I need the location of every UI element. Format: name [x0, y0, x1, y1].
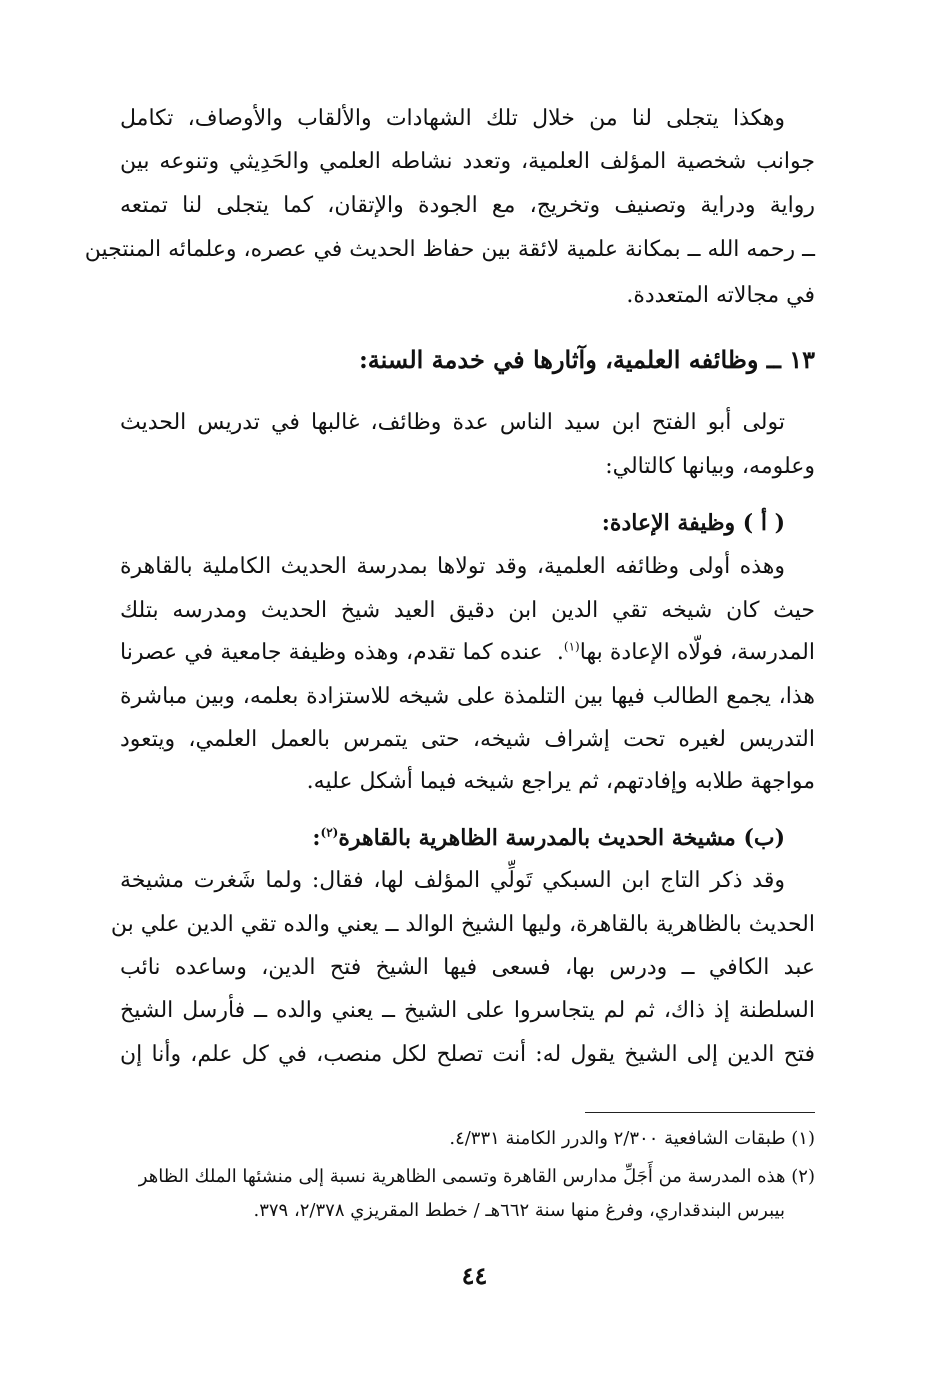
text-fragment: المدرسة، فولّاه الإعادة بها: [579, 640, 815, 665]
text-line: وعلومه، وبيانها كالتالي:: [605, 454, 815, 479]
heading-text: (ب) مشيخة الحديث بالمدرسة الظاهرية بالقاهرة: [338, 825, 785, 851]
heading-colon: :: [312, 825, 321, 851]
text-fragment: عنده كما تقدم، وهذه وظيفة جامعية في عصرنا: [120, 640, 543, 665]
footnote-2-continuation: بيبرس البندقداري، وفرغ منها سنة ٦٦٢هـ / خطط المقريزي ٢/٣٧٨، ٣٧٩.: [253, 1200, 785, 1221]
text-line: رواية ودراية وتصنيف وتخريج، مع الجودة والإتقان، كما يتجلى لنا تمتعه: [120, 193, 815, 218]
text-line: ــ رحمه الله ــ بمكانة علمية لائقة بين حفاظ الحديث في عصره، وعلمائه المنتجين: [84, 237, 815, 262]
subsection-b-heading: [120, 823, 815, 853]
footnote-1: [120, 1126, 815, 1152]
footnote-text: هذه المدرسة من أَجَلِّ مدارس القاهرة وتسمى الظاهرية نسبة إلى منشئها الملك الظاهر: [138, 1166, 786, 1187]
footnote-marker: (١): [563, 639, 580, 654]
footnote-number: (٢): [791, 1166, 815, 1187]
subsection-a-heading: ( أ ) وظيفة الإعادة:: [601, 510, 785, 536]
page-number: ٤٤: [461, 1261, 488, 1290]
text-line: مواجهة طلابه وإفادتهم، ثم يراجع شيخه فيما أشكل عليه.: [306, 769, 815, 794]
text-line-with-footnote: المدرسة، فولّاه الإعادة بها$^{(١)}$. عنده كما تقدم، وهذه وظيفة جامعية في عصرنا: [120, 639, 815, 665]
text-line: السلطنة إذ ذاك، ثم لم يتجاسروا على الشيخ ــ يعني والده ــ فأرسل الشيخ: [120, 998, 815, 1023]
footnote-number: (١): [791, 1128, 815, 1149]
section-heading: ١٣ ــ وظائفه العلمية، وآثارها في خدمة السنة:: [358, 345, 815, 374]
text-line: تولى أبو الفتح ابن سيد الناس عدة وظائف، غالبها في تدريس الحديث: [120, 410, 785, 435]
text-line: الحديث بالظاهرية بالقاهرة، وليها الشيخ الوالد ــ يعني والده تقي الدين علي بن: [110, 912, 815, 937]
text-line: عبد الكافي ــ ودرس بها، فسعى فيها الشيخ فتح الدين، وساعده نائب: [120, 955, 815, 980]
text-line: وقد ذكر التاج ابن السبكي تَولِّي المؤلف لها، فقال: ولما شَغرت مشيخة: [120, 868, 785, 893]
text-line: حيث كان شيخه تقي الدين ابن دقيق العيد شيخ الحديث ومدرسه بتلك: [120, 598, 815, 623]
text-line: التدريس لغيره تحت إشراف شيخه، حتى يتمرس بالعمل العلمي، ويتعود: [120, 727, 815, 752]
footnote-text: طبقات الشافعية ٢/٣٠٠ والدرر الكامنة ٤/٣٣١.: [449, 1128, 786, 1149]
footnote-separator: [585, 1112, 815, 1113]
text-line: وهكذا يتجلى لنا من خلال تلك الشهادات والألقاب والأوصاف، تكامل: [120, 106, 785, 131]
text-line: فتح الدين إلى الشيخ يقول له: أنت تصلح لكل منصب، في كل علم، وأنا إن: [120, 1042, 815, 1067]
text-line: في مجالاته المتعددة.: [626, 283, 815, 308]
text-line: هذا، يجمع الطالب فيها بين التلمذة على شيخه للاستزادة بعلمه، وبين مباشرة: [120, 684, 815, 709]
text-line: جوانب شخصية المؤلف العلمية، وتعدد نشاطه العلمي والحَدِيثي وتنوعه بين: [120, 149, 815, 174]
text-line: وهذه أولى وظائفه العلمية، وقد تولاها بمدرسة الحديث الكاملية بالقاهرة: [120, 554, 785, 579]
footnote-marker: (٢): [320, 825, 339, 840]
footnote-2: [120, 1164, 815, 1190]
